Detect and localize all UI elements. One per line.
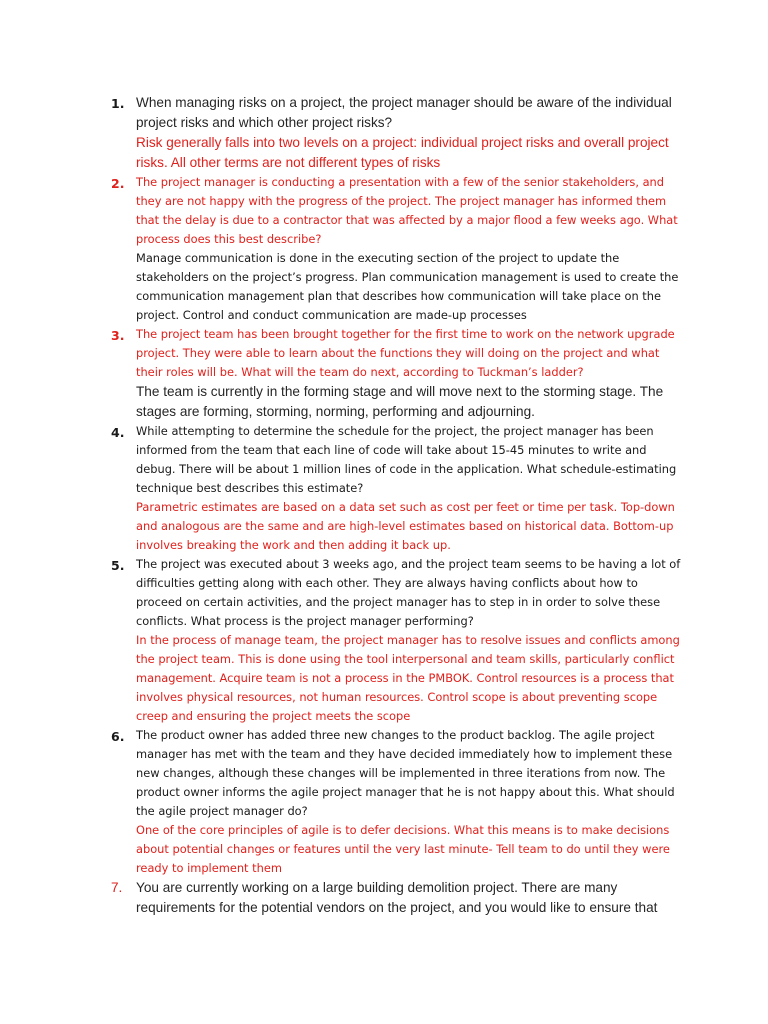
answer-text: The team is currently in the forming stage and will move next to the storming stage. The stages are forming, storming, norming, performing and adjourning. [136, 384, 664, 419]
question-number: 7. [111, 880, 123, 895]
question-text: You are currently working on a large building demolition project. There are many requirements for the potential vendors on the project, and you would like to ensure that [136, 880, 658, 915]
question-text: The project was executed about 3 weeks ago, and the project team seems to be having a lot of difficulties getting along with each other. They are always having conflicts about how to proceed on certain activities, and the project manager has to step in in order to solve these conflicts. What process is the project manager performing? [136, 557, 681, 628]
question-item-3 [0, 325, 768, 422]
question-text: When managing risks on a project, the project manager should be aware of the individual project risks and which other project risks? [136, 95, 672, 130]
answer-text: Manage communication is done in the executing section of the project to update the stakeholders on the project’s progress. Plan communication management is used to create the communication management plan that describes how communication will take place on the project. Control and conduct communication are made-up processes [136, 251, 679, 322]
question-number: 3. [111, 328, 125, 343]
question-text: The project manager is conducting a presentation with a few of the senior stakeholders, and they are not happy with the progress of the project. The project manager has informed them that the delay is due to a contractor that was affected by a major flood a few weeks ago. What process does this best describe? [136, 175, 678, 246]
answer-text: In the process of manage team, the project manager has to resolve issues and conflicts among the project team. This is done using the tool interpersonal and team skills, particularly conflict management. Acquire team is not a process in the PMBOK. Control resources is a process that involves physical resources, not human resources. Control scope is about preventing scope creep and ensuring the project meets the scope [136, 633, 680, 723]
question-item-2 [0, 173, 768, 325]
question-number: 5. [111, 558, 125, 573]
question-text: While attempting to determine the schedule for the project, the project manager has been informed from the team that each line of code will take about 15-45 minutes to write and debug. There will be about 1 million lines of code in the application. What schedule-estimating technique best describes this estimate? [136, 424, 677, 495]
answer-text: Risk generally falls into two levels on a project: individual project risks and overall project risks. All other terms are not different types of risks [136, 135, 669, 170]
question-text: The product owner has added three new changes to the product backlog. The agile project manager has met with the team and they have decided immediately how to implement these new changes, although these changes will be implemented in three iterations from now. The product owner informs the agile project manager that he is not happy about this. What should the agile project manager do? [136, 728, 675, 818]
question-item-5 [0, 555, 768, 726]
question-list [0, 93, 768, 918]
question-number: 1. [111, 96, 125, 111]
question-number: 2. [111, 176, 125, 191]
question-item-6 [0, 726, 768, 878]
answer-text: One of the core principles of agile is to defer decisions. What this means is to make decisions about potential changes or features until the very last minute- Tell team to do until they were ready to implement them [136, 823, 670, 875]
question-item-1 [0, 93, 768, 173]
question-text: The project team has been brought together for the first time to work on the network upgrade project. They were able to learn about the functions they will doing on the project and what their roles will be. What will the team do next, according to Tuckman’s ladder? [136, 327, 675, 379]
question-item-7 [0, 878, 768, 918]
question-number: 6. [111, 729, 125, 744]
question-number: 4. [111, 425, 125, 440]
question-item-4 [0, 422, 768, 555]
answer-text: Parametric estimates are based on a data set such as cost per feet or time per task. Top-down and analogous are the same and are high-level estimates based on historical data. Bottom-up involves breaking the work and then adding it back up. [136, 500, 675, 552]
